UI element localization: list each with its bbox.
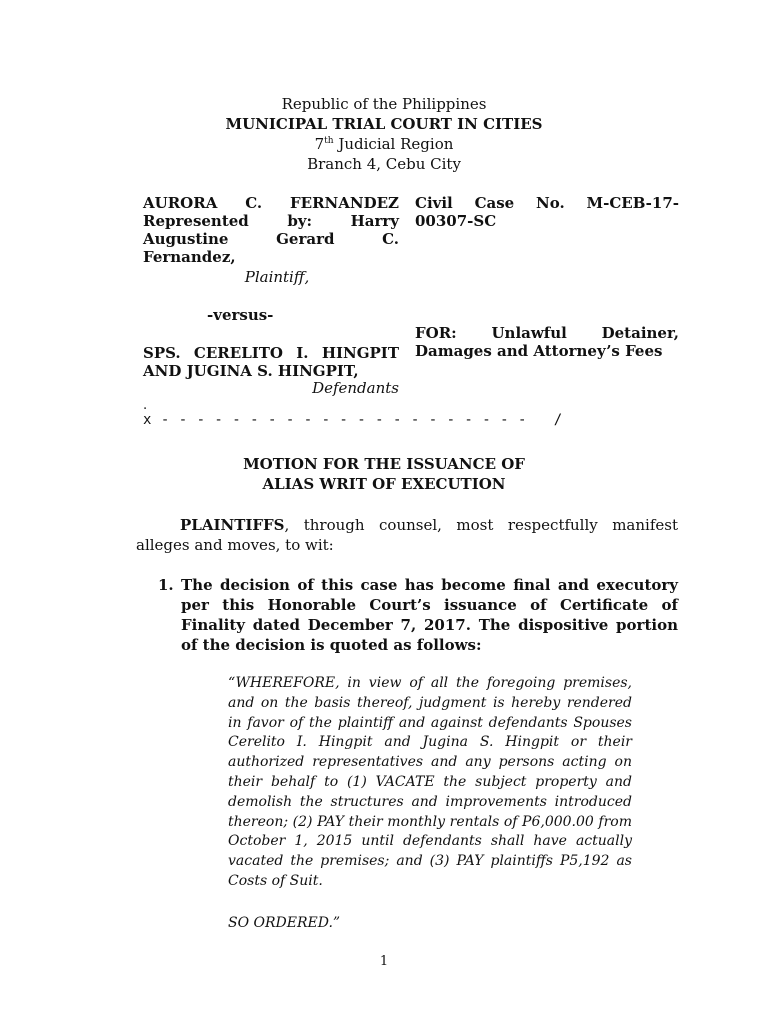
plaintiff-name: AURORA C. FERNANDEZ Represented by: Harry Augustine Gerard C. Fernandez, [143,194,399,266]
judicial-region [0,134,768,154]
page-number: 1 [379,954,389,969]
item-number: 1. [158,576,174,594]
court-header [0,94,768,174]
title-line-1: MOTION FOR THE ISSUANCE OF [243,455,525,473]
case-number: Civil Case No. M-CEB-17-00307-SC [415,194,679,230]
region-text: Judicial Region [333,135,454,153]
quoted-decision: “WHEREFORE, in view of all the foregoing premises, and on the basis thereof, judgment is hereby rendered in favor of the plaintiff and against defendants Spouses Cerelito I. Hingpit and Jugina S. Hingpit or their authorized representatives and any persons acting on their behalf to (1) VACATE the subject property and demolish the structures and improvements introduced thereon; (2) PAY their monthly rentals of P6,000.00 from October 1, 2015 until defendants shall have actually vacated the premises; and (3) PAY plaintiffs P5,192 as Costs of Suit. [228,675,632,889]
title-line-2: ALIAS WRIT OF EXECUTION [262,475,506,493]
caption-case-info [415,194,679,360]
for-text: Unlawful Detainer, Damages and Attorney’s Fees [415,324,679,360]
branch-line: Branch 4, Cebu City [307,155,461,173]
court-name: MUNICIPAL TRIAL COURT IN CITIES [225,115,543,133]
region-number: 7 [314,135,325,153]
intro-text: , through counsel, most respectfully manifest alleges and moves, to wit: [136,516,678,554]
region-suffix: th [324,136,334,146]
motion-title [0,454,768,494]
so-ordered: SO ORDERED.” [228,915,341,931]
for-label: FOR: [415,324,457,342]
intro-paragraph [136,515,678,555]
caption-separator: x - - - - - - - - - - - - - - - - - - - - - / [143,412,563,428]
item-text: The decision of this case has become final and executory per this Honorable Court’s issuance of Certificate of Finality dated December 7, 2017. The dispositive portion of the decision is quoted as follows: [181,576,678,654]
caption-dot: . [143,398,148,413]
intro-lead: PLAINTIFFS [180,516,285,534]
case-nature [415,324,679,360]
defendant-name: SPS. CERELITO I. HINGPIT AND JUGINA S. HINGPIT, [143,344,399,380]
defendants-label: Defendants [312,379,399,397]
republic-line: Republic of the Philippines [281,95,487,113]
versus-label: -versus- [207,306,274,324]
plaintiff-label: Plaintiff, [244,268,310,286]
